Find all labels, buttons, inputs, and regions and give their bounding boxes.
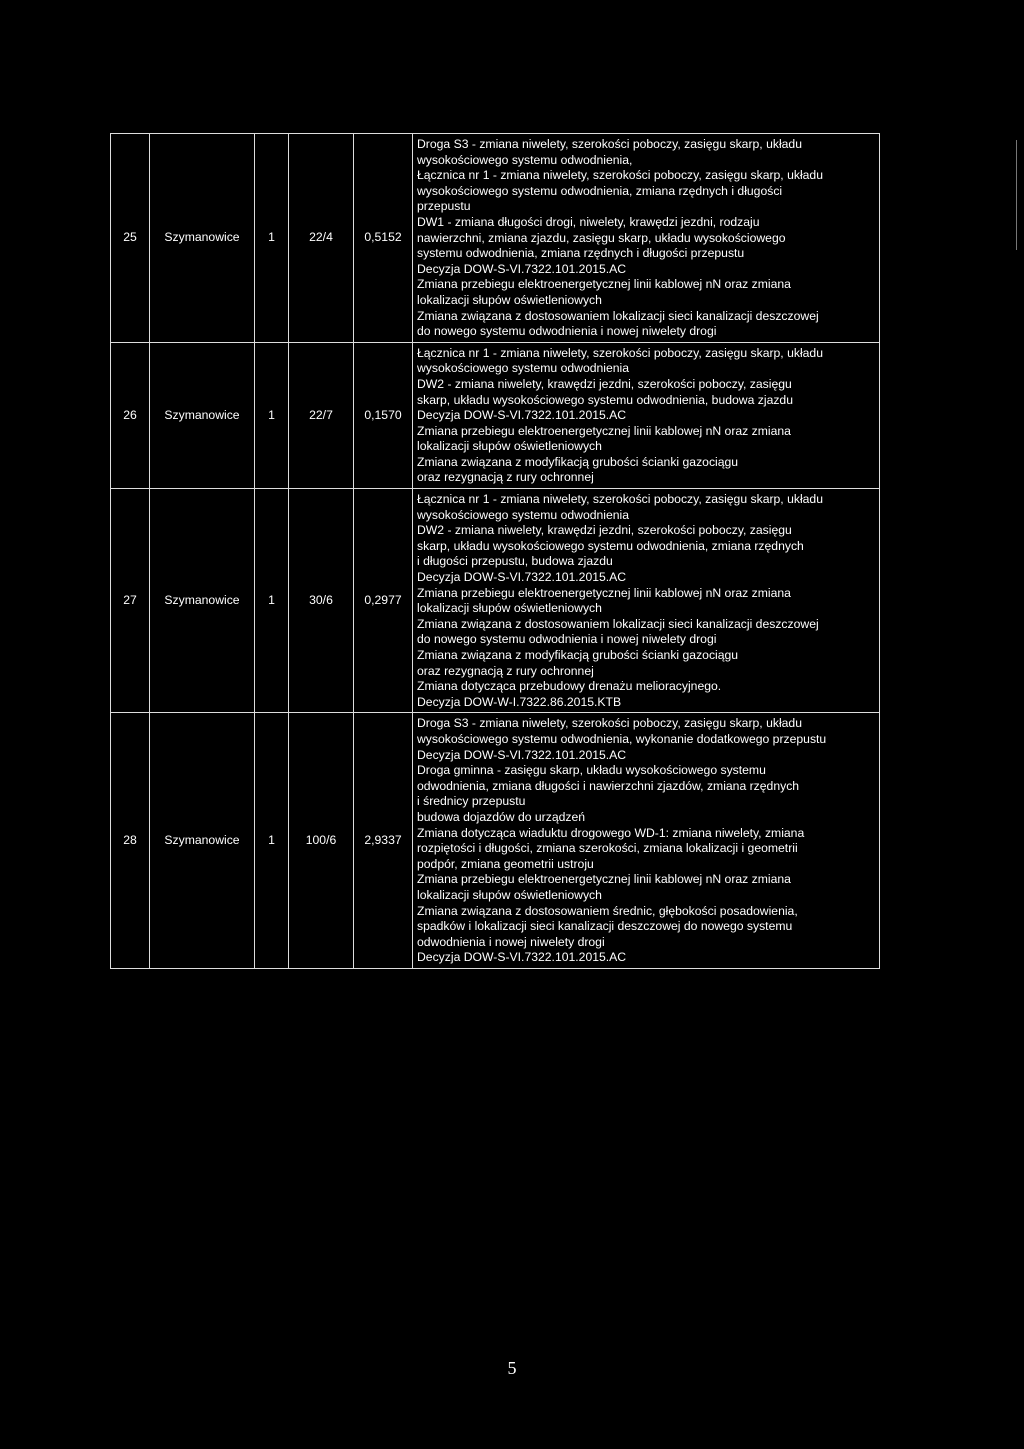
parcel-table-body [111,134,880,969]
description-line: Decyzja DOW-S-VI.7322.101.2015.AC [417,570,627,585]
row-number-cell: 25 [111,134,150,343]
area-cell: 0,5152 [354,134,413,343]
precinct-cell: Szymanowice [150,134,255,343]
precinct-cell: Szymanowice [150,489,255,713]
parcel-changes-table [110,133,880,969]
change-description-cell [413,134,880,343]
description-line: DW2 - zmiana niwelety, krawędzi jezdni, szerokości poboczy, zasięgu [417,523,792,538]
parcel-number-cell: 30/6 [289,489,354,713]
description-line: Decyzja DOW-S-VI.7322.101.2015.AC [417,261,627,276]
description-line: Decyzja DOW-S-VI.7322.101.2015.AC [417,408,627,423]
description-line: Zmiana związana z modyfikacją grubości ścianki gazociągu [417,648,739,662]
page-edge-rule [1016,140,1017,250]
description-line: i długości przepustu, budowa zjazdu [417,554,613,569]
description-line: Droga gminna - zasięgu skarp, układu wysokościowego systemu [417,763,766,778]
description-line: Zmiana przebiegu elektroenergetycznej linii kablowej nN oraz zmiana [417,585,791,600]
description-line: Zmiana dotycząca przebudowy drenażu melioracyjnego. [417,679,722,694]
description-line: Zmiana związana z dostosowaniem lokalizacji sieci kanalizacji deszczowej [417,308,819,323]
description-line: wysokościowego systemu odwodnienia, zmiana rzędnych i długości [417,183,783,198]
description-line: podpór, zmiana geometrii ustroju [417,856,594,871]
description-line: i średnicy przepustu [417,794,526,809]
description-line: nawierzchni, zmiana zjazdu, zasięgu skarp, układu wysokościowego [417,230,786,245]
area-cell: 0,1570 [354,342,413,488]
precinct-cell: Szymanowice [150,713,255,969]
description-line: wysokościowego systemu odwodnienia, [417,152,633,167]
description-line: skarp, układu wysokościowego systemu odwodnienia, zmiana rzędnych [417,538,804,553]
description-line: Decyzja DOW-S-VI.7322.101.2015.AC [417,747,627,762]
table-row [111,134,880,343]
description-line: Zmiana przebiegu elektroenergetycznej linii kablowej nN oraz zmiana [417,872,791,887]
description-line: lokalizacji słupów oświetleniowych [417,887,602,902]
map-sheet-cell: 1 [255,134,289,343]
table-row [111,713,880,969]
change-description-cell [413,342,880,488]
description-line: skarp, układu wysokościowego systemu odwodnienia, budowa zjazdu [417,392,793,407]
description-line: lokalizacji słupów oświetleniowych [417,439,602,454]
description-line: do nowego systemu odwodnienia i nowej niwelety drogi [417,324,717,339]
description-line: spadków i lokalizacji sieci kanalizacji deszczowej do nowego systemu [417,919,793,934]
description-line: Decyzja DOW-W-I.7322.86.2015.KTB [417,694,622,709]
description-line: Zmiana przebiegu elektroenergetycznej linii kablowej nN oraz zmiana [417,277,791,292]
map-sheet-cell: 1 [255,342,289,488]
description-line: Łącznica nr 1 - zmiana niwelety, szerokości poboczy, zasięgu skarp, układu [417,168,823,183]
page-number: 5 [507,1358,517,1378]
row-number-cell: 27 [111,489,150,713]
description-line: Zmiana przebiegu elektroenergetycznej linii kablowej nN oraz zmiana [417,423,791,438]
description-line: Droga S3 - zmiana niwelety, szerokości poboczy, zasięgu skarp, układu [417,716,802,731]
area-cell: 2,9337 [354,713,413,969]
parcel-number-cell: 100/6 [289,713,354,969]
area-cell: 0,2977 [354,489,413,713]
description-line: DW1 - zmiana długości drogi, niwelety, krawędzi jezdni, rodzaju [417,214,760,229]
change-description-cell [413,489,880,713]
description-line: oraz rezygnacją z rury ochronnej [417,663,594,678]
description-line: Łącznica nr 1 - zmiana niwelety, szerokości poboczy, zasięgu skarp, układu [417,345,823,360]
parcel-number-cell: 22/4 [289,134,354,343]
table-row [111,489,880,713]
description-line: wysokościowego systemu odwodnienia [417,507,630,522]
description-line: odwodnienia, zmiana długości i nawierzchni zjazdów, zmiana rzędnych [417,778,800,793]
description-line: Droga S3 - zmiana niwelety, szerokości poboczy, zasięgu skarp, układu [417,137,802,151]
row-number-cell: 28 [111,713,150,969]
description-line: do nowego systemu odwodnienia i nowej niwelety drogi [417,632,717,647]
description-line: lokalizacji słupów oświetleniowych [417,292,602,307]
description-line: wysokościowego systemu odwodnienia [417,361,630,376]
map-sheet-cell: 1 [255,489,289,713]
description-line: Zmiana dotycząca wiaduktu drogowego WD-1: zmiana niwelety, zmiana [417,825,805,840]
description-line: budowa dojazdów do urządzeń [417,809,586,824]
description-line: Decyzja DOW-S-VI.7322.101.2015.AC [417,950,627,965]
description-line: oraz rezygnacją z rury ochronnej [417,470,594,485]
row-number-cell: 26 [111,342,150,488]
map-sheet-cell: 1 [255,713,289,969]
description-line: rozpiętości i długości, zmiana szerokości, zmiana lokalizacji i geometrii [417,841,798,856]
description-line: wysokościowego systemu odwodnienia, wykonanie dodatkowego przepustu [417,731,827,746]
parcel-number-cell: 22/7 [289,342,354,488]
precinct-cell: Szymanowice [150,342,255,488]
description-line: Łącznica nr 1 - zmiana niwelety, szerokości poboczy, zasięgu skarp, układu [417,492,823,507]
description-line: przepustu [417,199,471,214]
change-description-cell [413,713,880,969]
description-line: Zmiana związana z dostosowaniem lokalizacji sieci kanalizacji deszczowej [417,616,819,631]
description-line: Zmiana związana z dostosowaniem średnic, głębokości posadowienia, [417,903,798,918]
description-line: Zmiana związana z modyfikacją grubości ścianki gazociągu [417,454,739,469]
description-line: systemu odwodnienia, zmiana rzędnych i długości przepustu [417,246,745,261]
table-row [111,342,880,488]
description-line: odwodnienia i nowej niwelety drogi [417,934,605,949]
description-line: DW2 - zmiana niwelety, krawędzi jezdni, szerokości poboczy, zasięgu [417,376,792,391]
description-line: lokalizacji słupów oświetleniowych [417,601,602,616]
